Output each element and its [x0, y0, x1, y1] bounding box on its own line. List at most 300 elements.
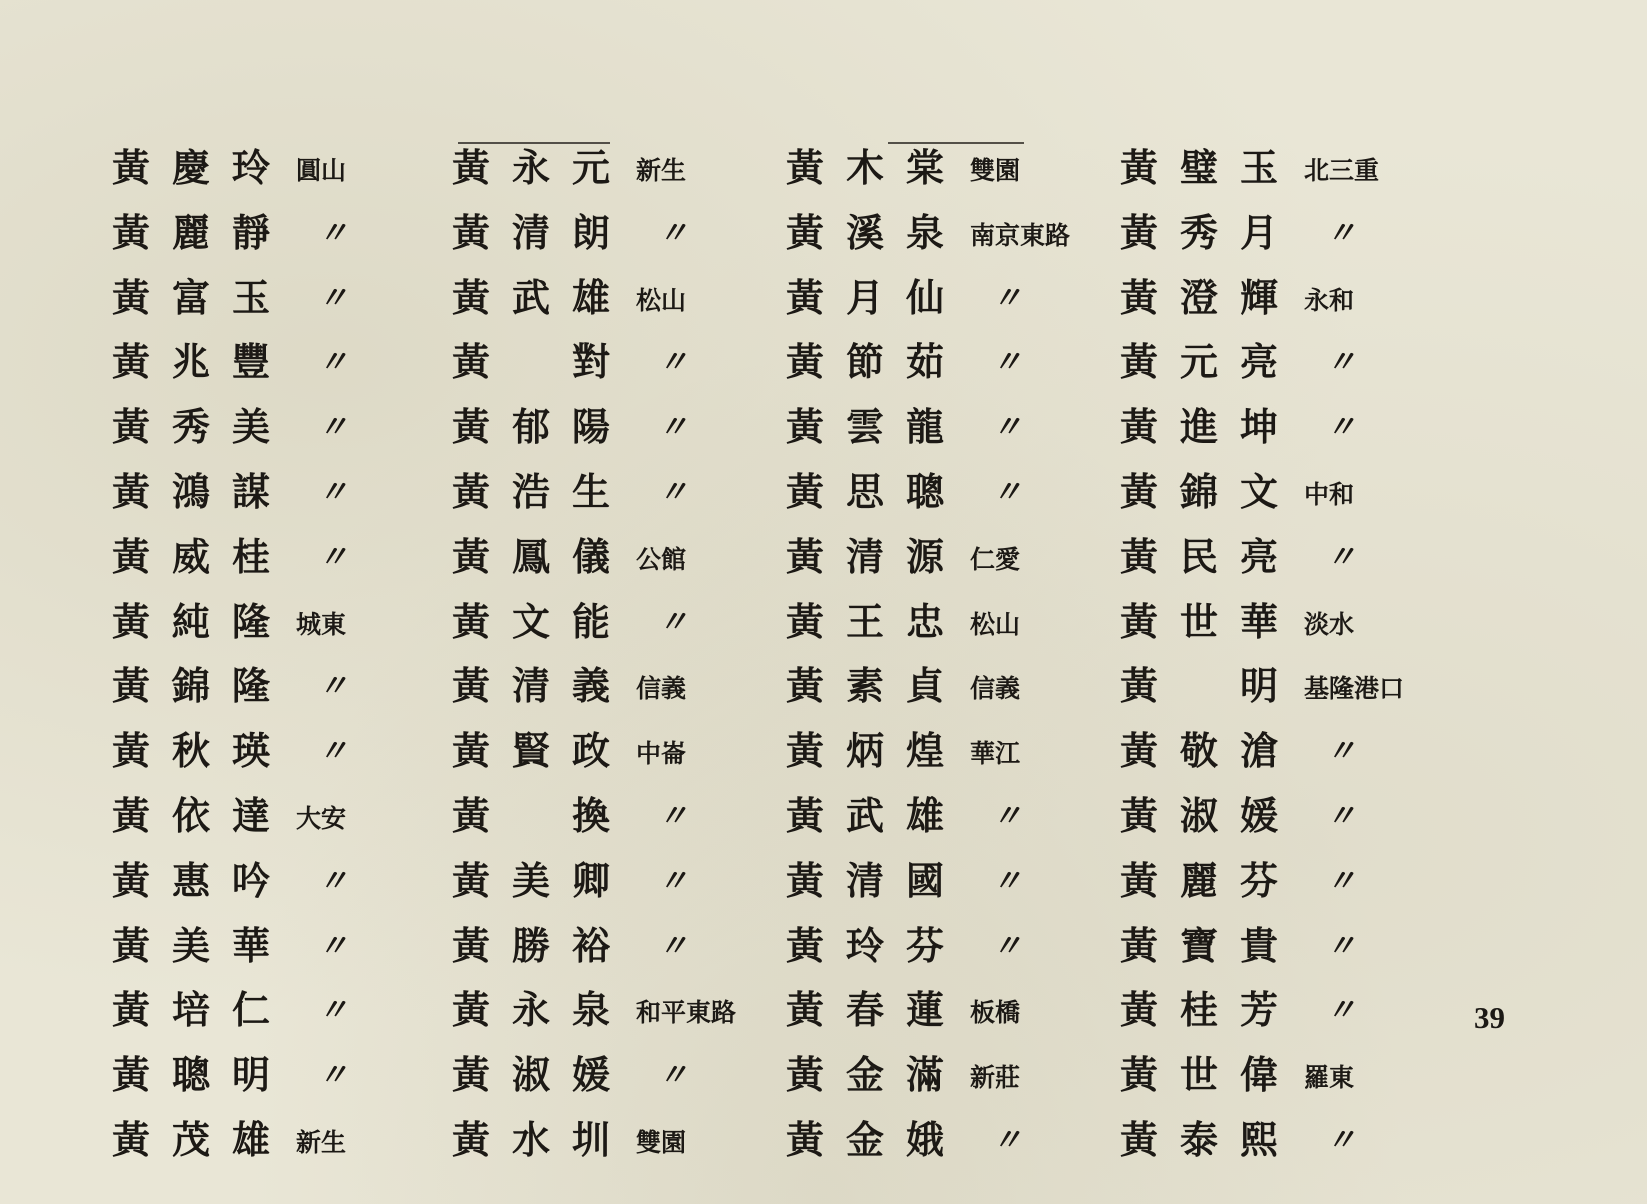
name-char-3: 生 [572, 468, 611, 514]
name-entry [786, 918, 1106, 983]
ditto-mark: 〃 [318, 280, 346, 316]
name-char-2: 王 [846, 598, 885, 644]
ditto-mark: 〃 [658, 798, 686, 834]
name-char-2: 素 [846, 663, 885, 709]
name-char-1: 黃 [786, 922, 825, 968]
name-char-1: 黃 [452, 404, 491, 450]
name-column-4 [1120, 140, 1440, 1177]
ditto-mark: 〃 [1326, 539, 1354, 575]
name-char-1: 黃 [452, 339, 491, 385]
name-char-2: 錦 [1180, 468, 1219, 514]
name-entry [452, 399, 772, 464]
ditto-mark: 〃 [992, 280, 1020, 316]
name-entry [452, 982, 772, 1047]
ditto-mark: 〃 [992, 345, 1020, 381]
ditto-mark: 〃 [318, 993, 346, 1029]
name-char-2: 賢 [512, 728, 551, 774]
name-char-1: 黃 [1120, 404, 1159, 450]
ditto-mark: 〃 [658, 604, 686, 640]
ditto-mark: 〃 [992, 1122, 1020, 1158]
name-char-3: 仁 [232, 987, 271, 1033]
name-char-3: 龍 [906, 404, 945, 450]
district-label: 中崙 [636, 739, 687, 769]
name-char-3: 朗 [572, 209, 611, 255]
district-label: 雙園 [970, 156, 1021, 185]
name-entry [112, 140, 432, 205]
name-entry [452, 594, 772, 659]
name-char-2: 秀 [1180, 209, 1219, 255]
name-char-3: 泉 [572, 987, 611, 1033]
name-entry [112, 982, 432, 1047]
ditto-mark: 〃 [318, 410, 346, 446]
name-char-2: 錦 [172, 663, 211, 709]
name-char-1: 黃 [452, 598, 491, 644]
name-char-2: 慶 [172, 145, 211, 190]
name-entry [1120, 270, 1440, 335]
ditto-mark: 〃 [1326, 345, 1354, 381]
name-char-3: 亮 [1240, 533, 1279, 579]
name-char-2: 世 [1180, 598, 1219, 644]
name-char-2: 鳳 [512, 533, 551, 579]
name-entry [452, 788, 772, 853]
name-char-1: 黃 [1120, 857, 1159, 903]
name-entry [112, 594, 432, 659]
name-entry [112, 529, 432, 594]
name-char-3: 玉 [232, 274, 271, 320]
name-char-2: 寶 [1180, 922, 1219, 968]
name-char-2: 威 [172, 533, 211, 579]
name-char-3: 聰 [906, 468, 945, 514]
district-label: 公館 [636, 544, 687, 574]
ditto-mark: 〃 [1326, 993, 1354, 1029]
ditto-mark: 〃 [992, 474, 1020, 510]
district-label: 新生 [636, 156, 687, 185]
name-char-3: 吟 [232, 857, 271, 903]
name-entry [786, 205, 1106, 270]
name-entry [1120, 205, 1440, 270]
name-entry [1120, 788, 1440, 853]
name-entry [112, 658, 432, 723]
name-char-3: 偉 [1240, 1052, 1279, 1098]
name-char-1: 黃 [786, 533, 825, 579]
name-char-2: 秋 [172, 728, 211, 774]
name-char-3: 芬 [906, 922, 945, 968]
name-column-3 [786, 140, 1106, 1177]
ditto-mark: 〃 [658, 863, 686, 899]
name-char-2: 茂 [172, 1116, 211, 1162]
name-char-3: 華 [232, 922, 271, 968]
name-entry [452, 918, 772, 983]
name-char-2: 溪 [846, 209, 885, 255]
name-char-1: 黃 [1120, 663, 1159, 709]
name-char-3: 儀 [572, 533, 611, 579]
name-entry [112, 1047, 432, 1112]
name-char-3: 隆 [232, 663, 271, 709]
name-entry [1120, 334, 1440, 399]
name-char-3: 對 [572, 339, 611, 385]
name-char-1: 黃 [786, 274, 825, 320]
ditto-mark: 〃 [318, 539, 346, 575]
name-char-1: 黃 [452, 922, 491, 968]
name-entry [1120, 399, 1440, 464]
name-char-3: 亮 [1240, 339, 1279, 385]
name-char-2: 美 [512, 857, 551, 903]
name-char-1: 黃 [452, 987, 491, 1033]
name-char-3: 輝 [1240, 274, 1279, 320]
name-char-3: 換 [572, 792, 611, 838]
name-char-1: 黃 [786, 728, 825, 774]
name-char-2: 純 [172, 598, 211, 644]
name-char-1: 黃 [786, 792, 825, 838]
name-char-1: 黃 [786, 987, 825, 1033]
name-char-1: 黃 [452, 274, 491, 320]
name-entry [112, 1112, 432, 1177]
name-entry [112, 788, 432, 853]
name-entry [1120, 658, 1440, 723]
name-entry [1120, 1112, 1440, 1177]
district-label: 信義 [970, 674, 1021, 704]
name-entry [452, 1112, 772, 1177]
ditto-mark: 〃 [318, 928, 346, 964]
name-char-1: 黃 [112, 728, 151, 774]
district-label: 基隆港口 [1304, 674, 1405, 704]
name-char-1: 黃 [452, 1116, 491, 1162]
name-char-1: 黃 [1120, 922, 1159, 968]
name-char-2: 進 [1180, 404, 1219, 450]
name-entry [1120, 982, 1440, 1047]
name-entry [452, 205, 772, 270]
name-entry [112, 205, 432, 270]
name-entry [786, 529, 1106, 594]
name-entry [452, 723, 772, 788]
district-label: 華江 [970, 739, 1021, 769]
name-entry [452, 270, 772, 335]
name-char-1: 黃 [452, 728, 491, 774]
name-char-1: 黃 [1120, 468, 1159, 514]
name-entry [1120, 723, 1440, 788]
district-label: 松山 [636, 285, 687, 315]
name-char-2: 兆 [172, 339, 211, 385]
name-char-2: 文 [512, 598, 551, 644]
name-char-1: 黃 [786, 857, 825, 903]
name-char-1: 黃 [1120, 339, 1159, 385]
name-char-1: 黃 [112, 922, 151, 968]
name-char-1: 黃 [786, 209, 825, 255]
name-char-2: 清 [846, 533, 885, 579]
name-char-2: 炳 [846, 728, 885, 774]
name-char-2: 清 [846, 857, 885, 903]
name-entry [786, 140, 1106, 205]
name-char-2: 勝 [512, 922, 551, 968]
name-char-3: 貴 [1240, 922, 1279, 968]
ditto-mark: 〃 [1326, 734, 1354, 770]
ditto-mark: 〃 [658, 1058, 686, 1094]
name-char-1: 黃 [112, 792, 151, 838]
name-char-2: 淑 [1180, 792, 1219, 838]
page-number: 39 [1474, 1000, 1505, 1035]
ditto-mark: 〃 [1326, 410, 1354, 446]
name-char-2: 澄 [1180, 274, 1219, 320]
ditto-mark: 〃 [658, 410, 686, 446]
name-char-1: 黃 [786, 468, 825, 514]
name-char-1: 黃 [112, 987, 151, 1033]
district-label: 南京東路 [970, 220, 1071, 250]
name-char-3: 文 [1240, 468, 1279, 514]
name-char-1: 黃 [1120, 1116, 1159, 1162]
name-char-2: 美 [172, 922, 211, 968]
name-char-2: 聰 [172, 1052, 211, 1098]
name-char-3: 能 [572, 598, 611, 644]
name-char-3: 明 [1240, 663, 1279, 709]
name-char-1: 黃 [1120, 987, 1159, 1033]
name-char-2: 鴻 [172, 468, 211, 514]
name-char-2: 浩 [512, 468, 551, 514]
name-char-1: 黃 [452, 663, 491, 709]
name-char-2: 璧 [1180, 145, 1219, 190]
name-char-2: 淑 [512, 1052, 551, 1098]
name-char-3: 茹 [906, 339, 945, 385]
ditto-mark: 〃 [658, 215, 686, 251]
name-char-3: 貞 [906, 663, 945, 709]
name-char-3: 桂 [232, 533, 271, 579]
name-char-3: 美 [232, 404, 271, 450]
district-label: 中和 [1304, 479, 1355, 509]
name-entry [452, 140, 772, 205]
name-entry [1120, 529, 1440, 594]
name-char-2: 玲 [846, 922, 885, 968]
ditto-mark: 〃 [992, 928, 1020, 964]
name-char-2: 木 [846, 145, 885, 190]
name-char-2: 思 [846, 468, 885, 514]
name-char-1: 黃 [1120, 274, 1159, 320]
name-char-1: 黃 [452, 857, 491, 903]
name-char-3: 靜 [232, 209, 271, 255]
name-char-2: 惠 [172, 857, 211, 903]
name-char-3: 豐 [232, 339, 271, 385]
ditto-mark: 〃 [658, 474, 686, 510]
name-char-1: 黃 [1120, 533, 1159, 579]
ditto-mark: 〃 [992, 863, 1020, 899]
name-char-2: 元 [1180, 339, 1219, 385]
name-char-1: 黃 [112, 339, 151, 385]
district-label: 淡水 [1304, 609, 1355, 639]
name-char-1: 黃 [112, 209, 151, 255]
name-char-3: 雄 [572, 274, 611, 320]
name-entry [786, 334, 1106, 399]
ditto-mark: 〃 [318, 215, 346, 251]
name-char-3: 芬 [1240, 857, 1279, 903]
name-column-2 [452, 140, 772, 1177]
name-char-3: 棠 [906, 145, 945, 190]
name-char-3: 坤 [1240, 404, 1279, 450]
name-char-1: 黃 [112, 145, 151, 190]
name-column-1 [112, 140, 432, 1177]
name-entry [786, 399, 1106, 464]
name-entry [452, 464, 772, 529]
name-char-3: 熙 [1240, 1116, 1279, 1162]
district-label: 羅東 [1304, 1063, 1355, 1093]
name-char-2: 秀 [172, 404, 211, 450]
name-char-2: 水 [512, 1116, 551, 1162]
name-char-3: 謀 [232, 468, 271, 514]
ditto-mark: 〃 [1326, 798, 1354, 834]
ditto-mark: 〃 [992, 798, 1020, 834]
name-char-3: 蓮 [906, 987, 945, 1033]
name-char-3: 瑛 [232, 728, 271, 774]
name-char-1: 黃 [1120, 728, 1159, 774]
ditto-mark: 〃 [1326, 1122, 1354, 1158]
ditto-mark: 〃 [992, 410, 1020, 446]
name-char-1: 黃 [112, 598, 151, 644]
name-char-3: 滿 [906, 1052, 945, 1098]
name-char-1: 黃 [452, 792, 491, 838]
name-char-3: 玲 [232, 145, 271, 190]
name-char-1: 黃 [786, 1052, 825, 1098]
name-char-1: 黃 [112, 274, 151, 320]
name-char-2: 麗 [172, 209, 211, 255]
name-char-3: 煌 [906, 728, 945, 774]
name-char-3: 政 [572, 728, 611, 774]
name-char-1: 黃 [452, 145, 491, 190]
name-entry [112, 334, 432, 399]
district-label: 大安 [296, 803, 347, 833]
name-entry [786, 853, 1106, 918]
name-entry [786, 464, 1106, 529]
name-char-3: 義 [572, 663, 611, 709]
name-entry [786, 788, 1106, 853]
name-char-1: 黃 [786, 598, 825, 644]
name-entry [112, 918, 432, 983]
name-char-3: 泉 [906, 209, 945, 255]
name-char-1: 黃 [786, 404, 825, 450]
name-char-2: 月 [846, 274, 885, 320]
name-char-3: 元 [572, 145, 611, 190]
district-label: 城東 [296, 609, 347, 639]
name-char-1: 黃 [1120, 1052, 1159, 1098]
name-char-1: 黃 [1120, 209, 1159, 255]
name-char-2: 泰 [1180, 1116, 1219, 1162]
name-entry [112, 853, 432, 918]
name-entry [1120, 853, 1440, 918]
name-entry [112, 723, 432, 788]
name-char-3: 雄 [232, 1116, 271, 1162]
ditto-mark: 〃 [318, 734, 346, 770]
name-char-2: 培 [172, 987, 211, 1033]
name-entry [1120, 464, 1440, 529]
name-char-3: 裕 [572, 922, 611, 968]
name-entry [786, 270, 1106, 335]
name-char-2: 依 [172, 792, 211, 838]
name-char-3: 忠 [906, 598, 945, 644]
ditto-mark: 〃 [1326, 928, 1354, 964]
name-char-3: 源 [906, 533, 945, 579]
name-char-2: 節 [846, 339, 885, 385]
name-char-3: 達 [232, 792, 271, 838]
name-char-1: 黃 [452, 468, 491, 514]
name-char-2: 金 [846, 1052, 885, 1098]
name-char-1: 黃 [112, 404, 151, 450]
name-char-1: 黃 [112, 857, 151, 903]
name-char-3: 隆 [232, 598, 271, 644]
name-entry [1120, 1047, 1440, 1112]
name-char-3: 國 [906, 857, 945, 903]
name-char-3: 媛 [1240, 792, 1279, 838]
name-char-1: 黃 [112, 468, 151, 514]
name-char-3: 雄 [906, 792, 945, 838]
name-entry [786, 1047, 1106, 1112]
name-char-3: 玉 [1240, 145, 1279, 190]
name-entry [1120, 918, 1440, 983]
district-label: 松山 [970, 609, 1021, 639]
name-char-2: 武 [846, 792, 885, 838]
name-char-3: 陽 [572, 404, 611, 450]
name-entry [452, 334, 772, 399]
name-char-1: 黃 [112, 533, 151, 579]
name-entry [452, 853, 772, 918]
name-char-2: 富 [172, 274, 211, 320]
district-label: 信義 [636, 674, 687, 704]
name-entry [452, 658, 772, 723]
name-char-2: 永 [512, 145, 551, 190]
district-label: 永和 [1304, 285, 1355, 315]
name-entry [112, 399, 432, 464]
name-char-2: 敬 [1180, 728, 1219, 774]
ditto-mark: 〃 [318, 1058, 346, 1094]
district-label: 圓山 [296, 156, 347, 185]
name-char-2: 郁 [512, 404, 551, 450]
district-label: 仁愛 [970, 544, 1021, 574]
name-entry [1120, 594, 1440, 659]
district-label: 新莊 [970, 1063, 1021, 1093]
name-entry [786, 658, 1106, 723]
district-label: 和平東路 [636, 998, 737, 1028]
name-entry [112, 270, 432, 335]
ditto-mark: 〃 [658, 928, 686, 964]
name-char-1: 黃 [112, 663, 151, 709]
name-entry [786, 1112, 1106, 1177]
name-char-1: 黃 [1120, 792, 1159, 838]
ditto-mark: 〃 [318, 474, 346, 510]
name-entry [1120, 140, 1440, 205]
name-entry [452, 529, 772, 594]
name-char-1: 黃 [1120, 145, 1159, 190]
name-entry [112, 464, 432, 529]
name-char-1: 黃 [452, 1052, 491, 1098]
ditto-mark: 〃 [318, 345, 346, 381]
name-char-2: 世 [1180, 1052, 1219, 1098]
name-entry [786, 723, 1106, 788]
name-entry [786, 982, 1106, 1047]
name-char-3: 芳 [1240, 987, 1279, 1033]
ditto-mark: 〃 [658, 345, 686, 381]
name-char-3: 圳 [572, 1116, 611, 1162]
name-char-3: 娥 [906, 1116, 945, 1162]
name-char-1: 黃 [452, 209, 491, 255]
name-entry [786, 594, 1106, 659]
name-char-3: 月 [1240, 209, 1279, 255]
name-char-3: 明 [232, 1052, 271, 1098]
name-char-2: 麗 [1180, 857, 1219, 903]
name-char-2: 清 [512, 663, 551, 709]
ditto-mark: 〃 [1326, 215, 1354, 251]
name-char-1: 黃 [112, 1116, 151, 1162]
name-char-1: 黃 [786, 145, 825, 190]
name-char-3: 媛 [572, 1052, 611, 1098]
name-char-2: 武 [512, 274, 551, 320]
name-char-2: 金 [846, 1116, 885, 1162]
name-char-2: 春 [846, 987, 885, 1033]
name-char-1: 黃 [112, 1052, 151, 1098]
